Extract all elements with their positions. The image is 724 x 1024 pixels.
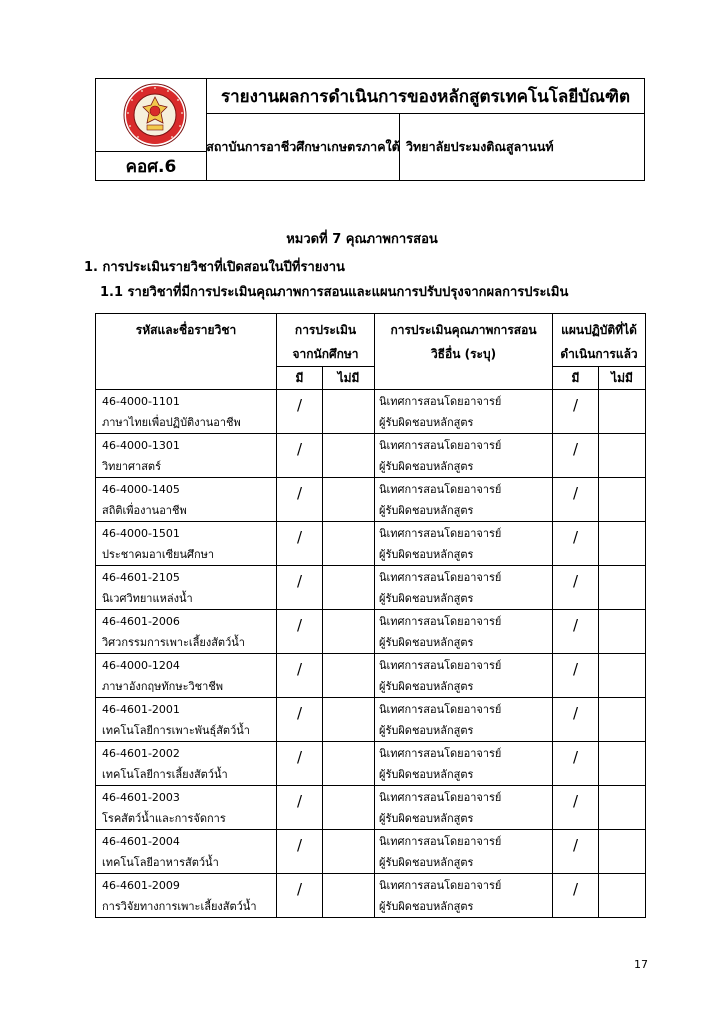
action-plan-no-cell [599, 742, 646, 786]
other-method-line1: นิเทศการสอนโดยอาจารย์ [379, 395, 502, 408]
student-eval-no-cell [323, 786, 375, 830]
action-plan-no-cell [599, 434, 646, 478]
course-code: 46-4000-1301 [102, 439, 180, 452]
action-plan-yes-check: / [553, 874, 599, 918]
other-method-cell [375, 478, 553, 522]
course-name: ภาษาไทยเพื่อปฏิบัติงานอาชีพ [102, 416, 241, 429]
action-plan-no-cell [599, 830, 646, 874]
student-eval-no-cell [323, 390, 375, 434]
action-plan-yes-check: / [553, 434, 599, 478]
action-plan-yes-check: / [553, 742, 599, 786]
action-plan-no-cell [599, 654, 646, 698]
action-plan-no-cell [599, 786, 646, 830]
course-evaluation-table [95, 313, 646, 918]
header-subject: รหัสและชื่อรายวิชา [96, 314, 277, 390]
header-action-plan-line2: ดำเนินการแล้ว [560, 347, 638, 361]
course-name: ภาษาอังกฤษทักษะวิชาชีพ [102, 680, 224, 693]
other-method-cell [375, 698, 553, 742]
course-code: 46-4000-1405 [102, 483, 180, 496]
other-method-line2: ผู้รับผิดชอบหลักสูตร [379, 900, 474, 913]
header-student-eval-line2: จากนักศึกษา [292, 347, 359, 361]
header-student-eval-no: ไม่มี [323, 367, 375, 390]
course-name: ประชาคมอาเซียนศึกษา [102, 548, 215, 561]
action-plan-yes-check: / [553, 786, 599, 830]
course-name: นิเวศวิทยาแหล่งน้ำ [102, 592, 193, 605]
student-eval-no-cell [323, 698, 375, 742]
vocational-education-emblem-logo [123, 83, 187, 147]
other-method-cell [375, 434, 553, 478]
other-method-line2: ผู้รับผิดชอบหลักสูตร [379, 768, 474, 781]
other-method-line1: นิเทศการสอนโดยอาจารย์ [379, 879, 502, 892]
course-code: 46-4000-1101 [102, 395, 180, 408]
other-method-cell [375, 874, 553, 918]
subject-cell [96, 390, 277, 434]
student-eval-no-cell [323, 478, 375, 522]
form-code: คอศ.6 [96, 151, 207, 181]
course-code: 46-4601-2009 [102, 879, 180, 892]
course-name: เทคโนโลยีการเลี้ยงสัตว์น้ำ [102, 768, 228, 781]
course-code: 46-4601-2105 [102, 571, 180, 584]
student-eval-yes-check: / [277, 786, 323, 830]
table-row [96, 522, 646, 566]
student-eval-yes-check: / [277, 742, 323, 786]
table-row [96, 478, 646, 522]
action-plan-no-cell [599, 390, 646, 434]
table-row [96, 742, 646, 786]
other-method-line2: ผู้รับผิดชอบหลักสูตร [379, 460, 474, 473]
student-eval-yes-check: / [277, 522, 323, 566]
table-row [96, 434, 646, 478]
subject-cell [96, 522, 277, 566]
heading-1-1: 1.1 รายวิชาที่มีการประเมินคุณภาพการสอนและแผนการปรับปรุงจากผลการประเมิน [100, 285, 569, 300]
subject-cell [96, 742, 277, 786]
student-eval-yes-check: / [277, 610, 323, 654]
action-plan-no-cell [599, 522, 646, 566]
other-method-line2: ผู้รับผิดชอบหลักสูตร [379, 636, 474, 649]
action-plan-yes-check: / [553, 390, 599, 434]
course-code: 46-4601-2004 [102, 835, 180, 848]
table-row [96, 874, 646, 918]
table-row [96, 698, 646, 742]
action-plan-yes-check: / [553, 478, 599, 522]
header-action-plan-no: ไม่มี [599, 367, 646, 390]
course-code: 46-4000-1501 [102, 527, 180, 540]
other-method-line1: นิเทศการสอนโดยอาจารย์ [379, 835, 502, 848]
student-eval-no-cell [323, 654, 375, 698]
header-action-plan [553, 314, 646, 367]
course-name: สถิติเพื่องานอาชีพ [102, 504, 187, 517]
student-eval-no-cell [323, 874, 375, 918]
student-eval-yes-check: / [277, 478, 323, 522]
action-plan-no-cell [599, 698, 646, 742]
other-method-cell [375, 610, 553, 654]
college-name: วิทยาลัยประมงติณสูลานนท์ [406, 139, 554, 154]
header-action-plan-yes: มี [553, 367, 599, 390]
course-name: เทคโนโลยีอาหารสัตว์น้ำ [102, 856, 219, 869]
logo-cell [96, 79, 207, 151]
subject-cell [96, 654, 277, 698]
subject-cell [96, 478, 277, 522]
student-eval-yes-check: / [277, 566, 323, 610]
course-name: การวิจัยทางการเพาะเลี้ยงสัตว์น้ำ [102, 900, 257, 913]
table-row [96, 830, 646, 874]
other-method-cell [375, 654, 553, 698]
action-plan-yes-check: / [553, 610, 599, 654]
other-method-cell [375, 390, 553, 434]
subject-cell [96, 786, 277, 830]
student-eval-yes-check: / [277, 390, 323, 434]
action-plan-yes-check: / [553, 566, 599, 610]
student-eval-yes-check: / [277, 654, 323, 698]
course-code: 46-4601-2001 [102, 703, 180, 716]
other-method-line2: ผู้รับผิดชอบหลักสูตร [379, 416, 474, 429]
header-student-eval-line1: การประเมิน [294, 323, 357, 337]
other-method-line2: ผู้รับผิดชอบหลักสูตร [379, 812, 474, 825]
action-plan-yes-check: / [553, 830, 599, 874]
table-row [96, 566, 646, 610]
other-method-cell [375, 830, 553, 874]
report-title: รายงานผลการดำเนินการของหลักสูตรเทคโนโลยีบัณฑิต [207, 79, 644, 114]
action-plan-no-cell [599, 874, 646, 918]
table-row [96, 654, 646, 698]
action-plan-no-cell [599, 478, 646, 522]
table-row [96, 786, 646, 830]
header-other-eval-line2: วิธีอื่น (ระบุ) [430, 347, 497, 361]
other-method-line1: นิเทศการสอนโดยอาจารย์ [379, 659, 502, 672]
other-method-line1: นิเทศการสอนโดยอาจารย์ [379, 791, 502, 804]
student-eval-yes-check: / [277, 434, 323, 478]
other-method-line2: ผู้รับผิดชอบหลักสูตร [379, 680, 474, 693]
student-eval-yes-check: / [277, 830, 323, 874]
subject-cell [96, 566, 277, 610]
other-method-line1: นิเทศการสอนโดยอาจารย์ [379, 615, 502, 628]
student-eval-no-cell [323, 742, 375, 786]
subject-cell [96, 874, 277, 918]
other-method-line1: นิเทศการสอนโดยอาจารย์ [379, 747, 502, 760]
section-title: หมวดที่ 7 คุณภาพการสอน [286, 232, 438, 247]
other-method-cell [375, 522, 553, 566]
other-method-line2: ผู้รับผิดชอบหลักสูตร [379, 592, 474, 605]
course-code: 46-4000-1204 [102, 659, 180, 672]
report-header [95, 78, 645, 181]
other-method-cell [375, 786, 553, 830]
heading-1: 1. การประเมินรายวิชาที่เปิดสอนในปีที่รายงาน [84, 260, 345, 275]
subject-cell [96, 830, 277, 874]
action-plan-no-cell [599, 566, 646, 610]
other-method-cell [375, 742, 553, 786]
other-method-line1: นิเทศการสอนโดยอาจารย์ [379, 439, 502, 452]
student-eval-no-cell [323, 434, 375, 478]
page-number: 17 [634, 958, 648, 971]
action-plan-yes-check: / [553, 654, 599, 698]
subject-cell [96, 434, 277, 478]
student-eval-no-cell [323, 610, 375, 654]
other-method-line2: ผู้รับผิดชอบหลักสูตร [379, 724, 474, 737]
header-student-eval [277, 314, 375, 367]
subject-cell [96, 698, 277, 742]
course-code: 46-4601-2003 [102, 791, 180, 804]
other-method-line2: ผู้รับผิดชอบหลักสูตร [379, 856, 474, 869]
header-other-eval [375, 314, 553, 390]
student-eval-no-cell [323, 566, 375, 610]
course-name: วิทยาศาสตร์ [102, 460, 161, 473]
course-code: 46-4601-2006 [102, 615, 180, 628]
institute-name: สถาบันการอาชีวศึกษาเกษตรภาคใต้ [207, 114, 400, 180]
course-name: เทคโนโลยีการเพาะพันธุ์สัตว์น้ำ [102, 724, 250, 737]
other-method-line2: ผู้รับผิดชอบหลักสูตร [379, 548, 474, 561]
other-method-line1: นิเทศการสอนโดยอาจารย์ [379, 703, 502, 716]
table-row [96, 390, 646, 434]
subject-cell [96, 610, 277, 654]
course-name: โรคสัตว์น้ำและการจัดการ [102, 812, 226, 825]
header-student-eval-yes: มี [277, 367, 323, 390]
student-eval-yes-check: / [277, 874, 323, 918]
other-method-line1: นิเทศการสอนโดยอาจารย์ [379, 571, 502, 584]
other-method-cell [375, 566, 553, 610]
header-action-plan-line1: แผนปฏิบัติที่ได้ [561, 323, 637, 337]
action-plan-no-cell [599, 610, 646, 654]
student-eval-no-cell [323, 830, 375, 874]
header-other-eval-line1: การประเมินคุณภาพการสอน [390, 323, 537, 337]
other-method-line1: นิเทศการสอนโดยอาจารย์ [379, 527, 502, 540]
course-name: วิศวกรรมการเพาะเลี้ยงสัตว์น้ำ [102, 636, 245, 649]
other-method-line2: ผู้รับผิดชอบหลักสูตร [379, 504, 474, 517]
other-method-line1: นิเทศการสอนโดยอาจารย์ [379, 483, 502, 496]
student-eval-yes-check: / [277, 698, 323, 742]
course-code: 46-4601-2002 [102, 747, 180, 760]
action-plan-yes-check: / [553, 698, 599, 742]
student-eval-no-cell [323, 522, 375, 566]
action-plan-yes-check: / [553, 522, 599, 566]
table-row [96, 610, 646, 654]
